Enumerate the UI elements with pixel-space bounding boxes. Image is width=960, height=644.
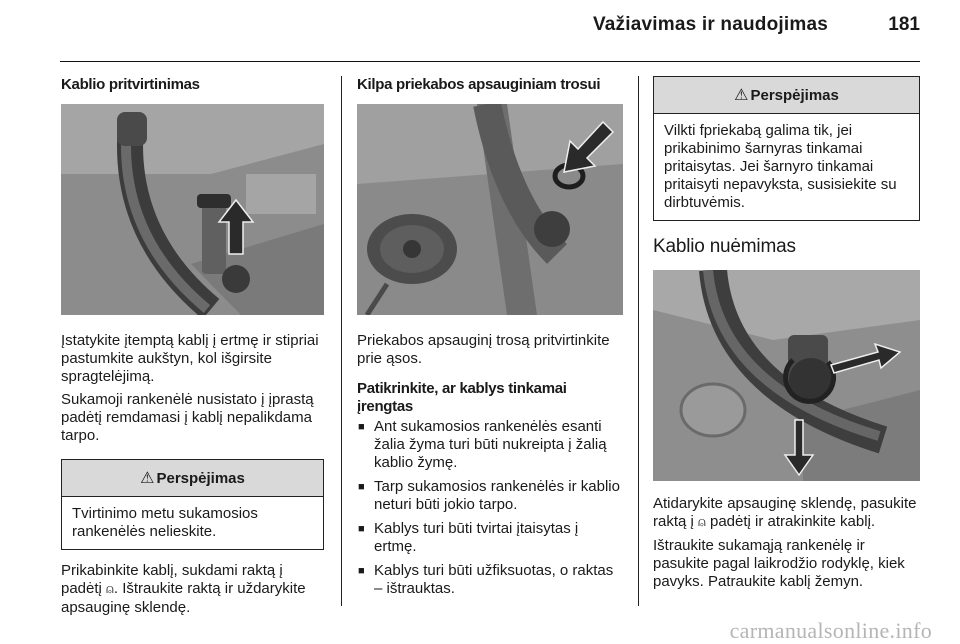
- paragraph-remove-hitch: Ištraukite sukamąją rankenėlę ir pasukite pagal laikrodžio rodyklę, kiek pavyks. Patraukite kablį žemyn.: [653, 537, 905, 590]
- watermark: carmanualsonline.info: [729, 618, 932, 643]
- paragraph-unlock-key: [653, 495, 920, 532]
- hitch-insert-illustration: [61, 104, 324, 315]
- section-title-removal: Kablio nuėmimas: [653, 236, 796, 257]
- warning-box-knob: [61, 459, 324, 550]
- column-divider: [638, 76, 639, 606]
- paragraph-lock-key: [61, 562, 324, 617]
- hitch-removal-photo: [653, 270, 920, 481]
- warning-box-header: [654, 77, 919, 114]
- list-item-text: Ant sukamosios rankenėlės esanti žalia žyma turi būti nukreipta į žalią kablio žymę.: [374, 418, 607, 471]
- bullet-square-icon: ■: [358, 481, 365, 493]
- warning-triangle-icon: ⚠: [140, 470, 155, 487]
- warning-title: Perspėjimas: [156, 469, 245, 487]
- list-item: [357, 562, 623, 598]
- unlock-position-icon: ⍝: [698, 515, 706, 530]
- bullet-square-icon: ■: [358, 523, 365, 535]
- paragraph-unlock-key-part2: padėtį ir atrakinkite kablį.: [705, 513, 876, 530]
- warning-box-header: [62, 460, 323, 497]
- warning-triangle-icon: ⚠: [734, 87, 749, 104]
- section-label-safety-loop: Kilpa priekabos apsauginiam trosui: [357, 76, 601, 93]
- hitch-removal-illustration: [653, 270, 920, 481]
- paragraph-lock-key-part1: Prikabinkite kablį, sukdami raktą į padėtį: [61, 562, 283, 597]
- safety-loop-photo: [357, 104, 623, 315]
- bullet-square-icon: ■: [358, 565, 365, 577]
- header-rule: [60, 61, 920, 62]
- paragraph-attach-cable: Priekabos apsauginį trosą pritvirtinkite prie ąsos.: [357, 332, 610, 367]
- list-item-text: Kablys turi būti tvirtai įtaisytas į ertmę.: [374, 520, 579, 555]
- paragraph-lock-key-part2: . Ištraukite raktą ir uždarykite apsauginę sklendę.: [61, 580, 306, 616]
- list-item-text: Tarp sukamosios rankenėlės ir kablio neturi būti jokio tarpo.: [374, 478, 620, 513]
- warning-text: Tvirtinimo metu sukamosios rankenėlės nelieskite.: [72, 505, 258, 540]
- page-header-title: Važiavimas ir naudojimas: [592, 14, 828, 35]
- safety-loop-illustration: [357, 104, 623, 315]
- paragraph-knob-position: Sukamoji rankenėlė nusistato į įprastą padėtį remdamasi į kablį nepalikdama tarpo.: [61, 391, 314, 444]
- page-number: 181: [888, 14, 920, 35]
- column-3: [653, 76, 920, 591]
- column-1: [61, 76, 324, 617]
- column-2: [357, 76, 623, 604]
- list-item: [357, 478, 623, 514]
- list-item: [357, 520, 623, 556]
- paragraph-insert-hitch: Įstatykite įtemptą kablį į ertmę ir stipriai pastumkite aukštyn, kol išgirsite spragtelėjimą.: [61, 332, 319, 385]
- paragraph-unlock-key-part1: Atidarykite apsauginę sklendę, pasukite raktą į: [653, 495, 917, 530]
- warning-title: Perspėjimas: [750, 86, 839, 104]
- check-heading: Patikrinkite, ar kablys tinkamai įrengtas: [357, 380, 567, 415]
- section-label-hitch-mounting: Kablio pritvirtinimas: [61, 76, 200, 93]
- hitch-insert-photo: [61, 104, 324, 315]
- warning-box-towing: [653, 76, 920, 221]
- lock-position-icon: ⍝: [106, 582, 114, 597]
- list-item: [357, 418, 623, 472]
- column-divider: [341, 76, 342, 606]
- check-list: [357, 418, 623, 598]
- list-item-text: Kablys turi būti užfiksuotas, o raktas – ištrauktas.: [374, 562, 614, 597]
- warning-text: Vilkti fpriekabą galima tik, jei prikabinimo šarnyras tinkamai pritaisytas. Jei šarnyro tinkamai pritaisyti nepavyksta, susisiekite su dirbtuvėmis.: [664, 122, 897, 211]
- bullet-square-icon: ■: [358, 421, 365, 433]
